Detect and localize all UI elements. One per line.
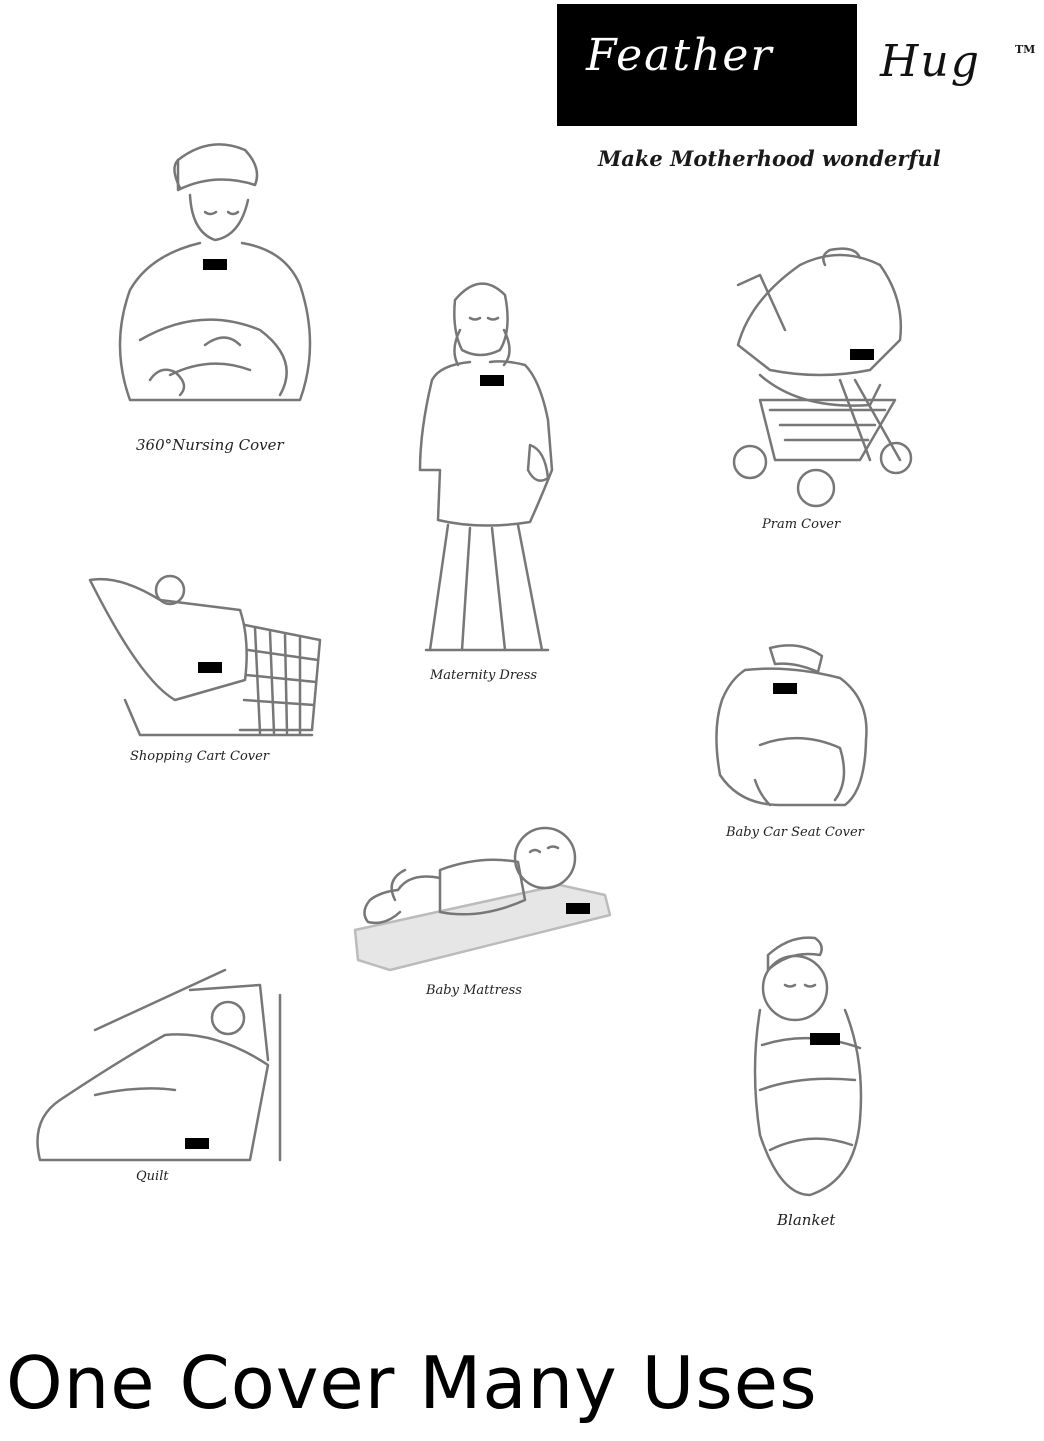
caption-quilt: Quilt <box>136 1169 169 1184</box>
nursing-cover-illustration <box>120 144 310 400</box>
caption-blanket: Blanket <box>777 1211 836 1229</box>
maternity-dress-illustration <box>420 284 552 650</box>
brand-tagline: Make Motherhood wonderful <box>598 146 941 171</box>
caption-pram-cover: Pram Cover <box>762 517 841 532</box>
pram-cover-illustration <box>734 249 911 506</box>
baby-mattress-illustration <box>355 828 610 970</box>
brand-name-hug: Hug <box>880 36 981 87</box>
footer-headline: One Cover Many Uses <box>6 1341 818 1425</box>
caption-shopping-cart-cover: Shopping Cart Cover <box>130 749 270 764</box>
brand-name-feather: Feather <box>586 30 774 81</box>
trademark-mark: TM <box>1015 43 1036 56</box>
shopping-cart-cover-illustration <box>90 576 320 735</box>
car-seat-cover-illustration <box>716 645 866 805</box>
quilt-illustration <box>38 970 281 1160</box>
caption-baby-mattress: Baby Mattress <box>426 983 522 998</box>
blanket-illustration <box>755 938 861 1195</box>
caption-nursing-cover: 360°Nursing Cover <box>136 436 284 454</box>
caption-maternity-dress: Maternity Dress <box>430 668 538 683</box>
caption-baby-car-seat-cover: Baby Car Seat Cover <box>726 825 864 840</box>
